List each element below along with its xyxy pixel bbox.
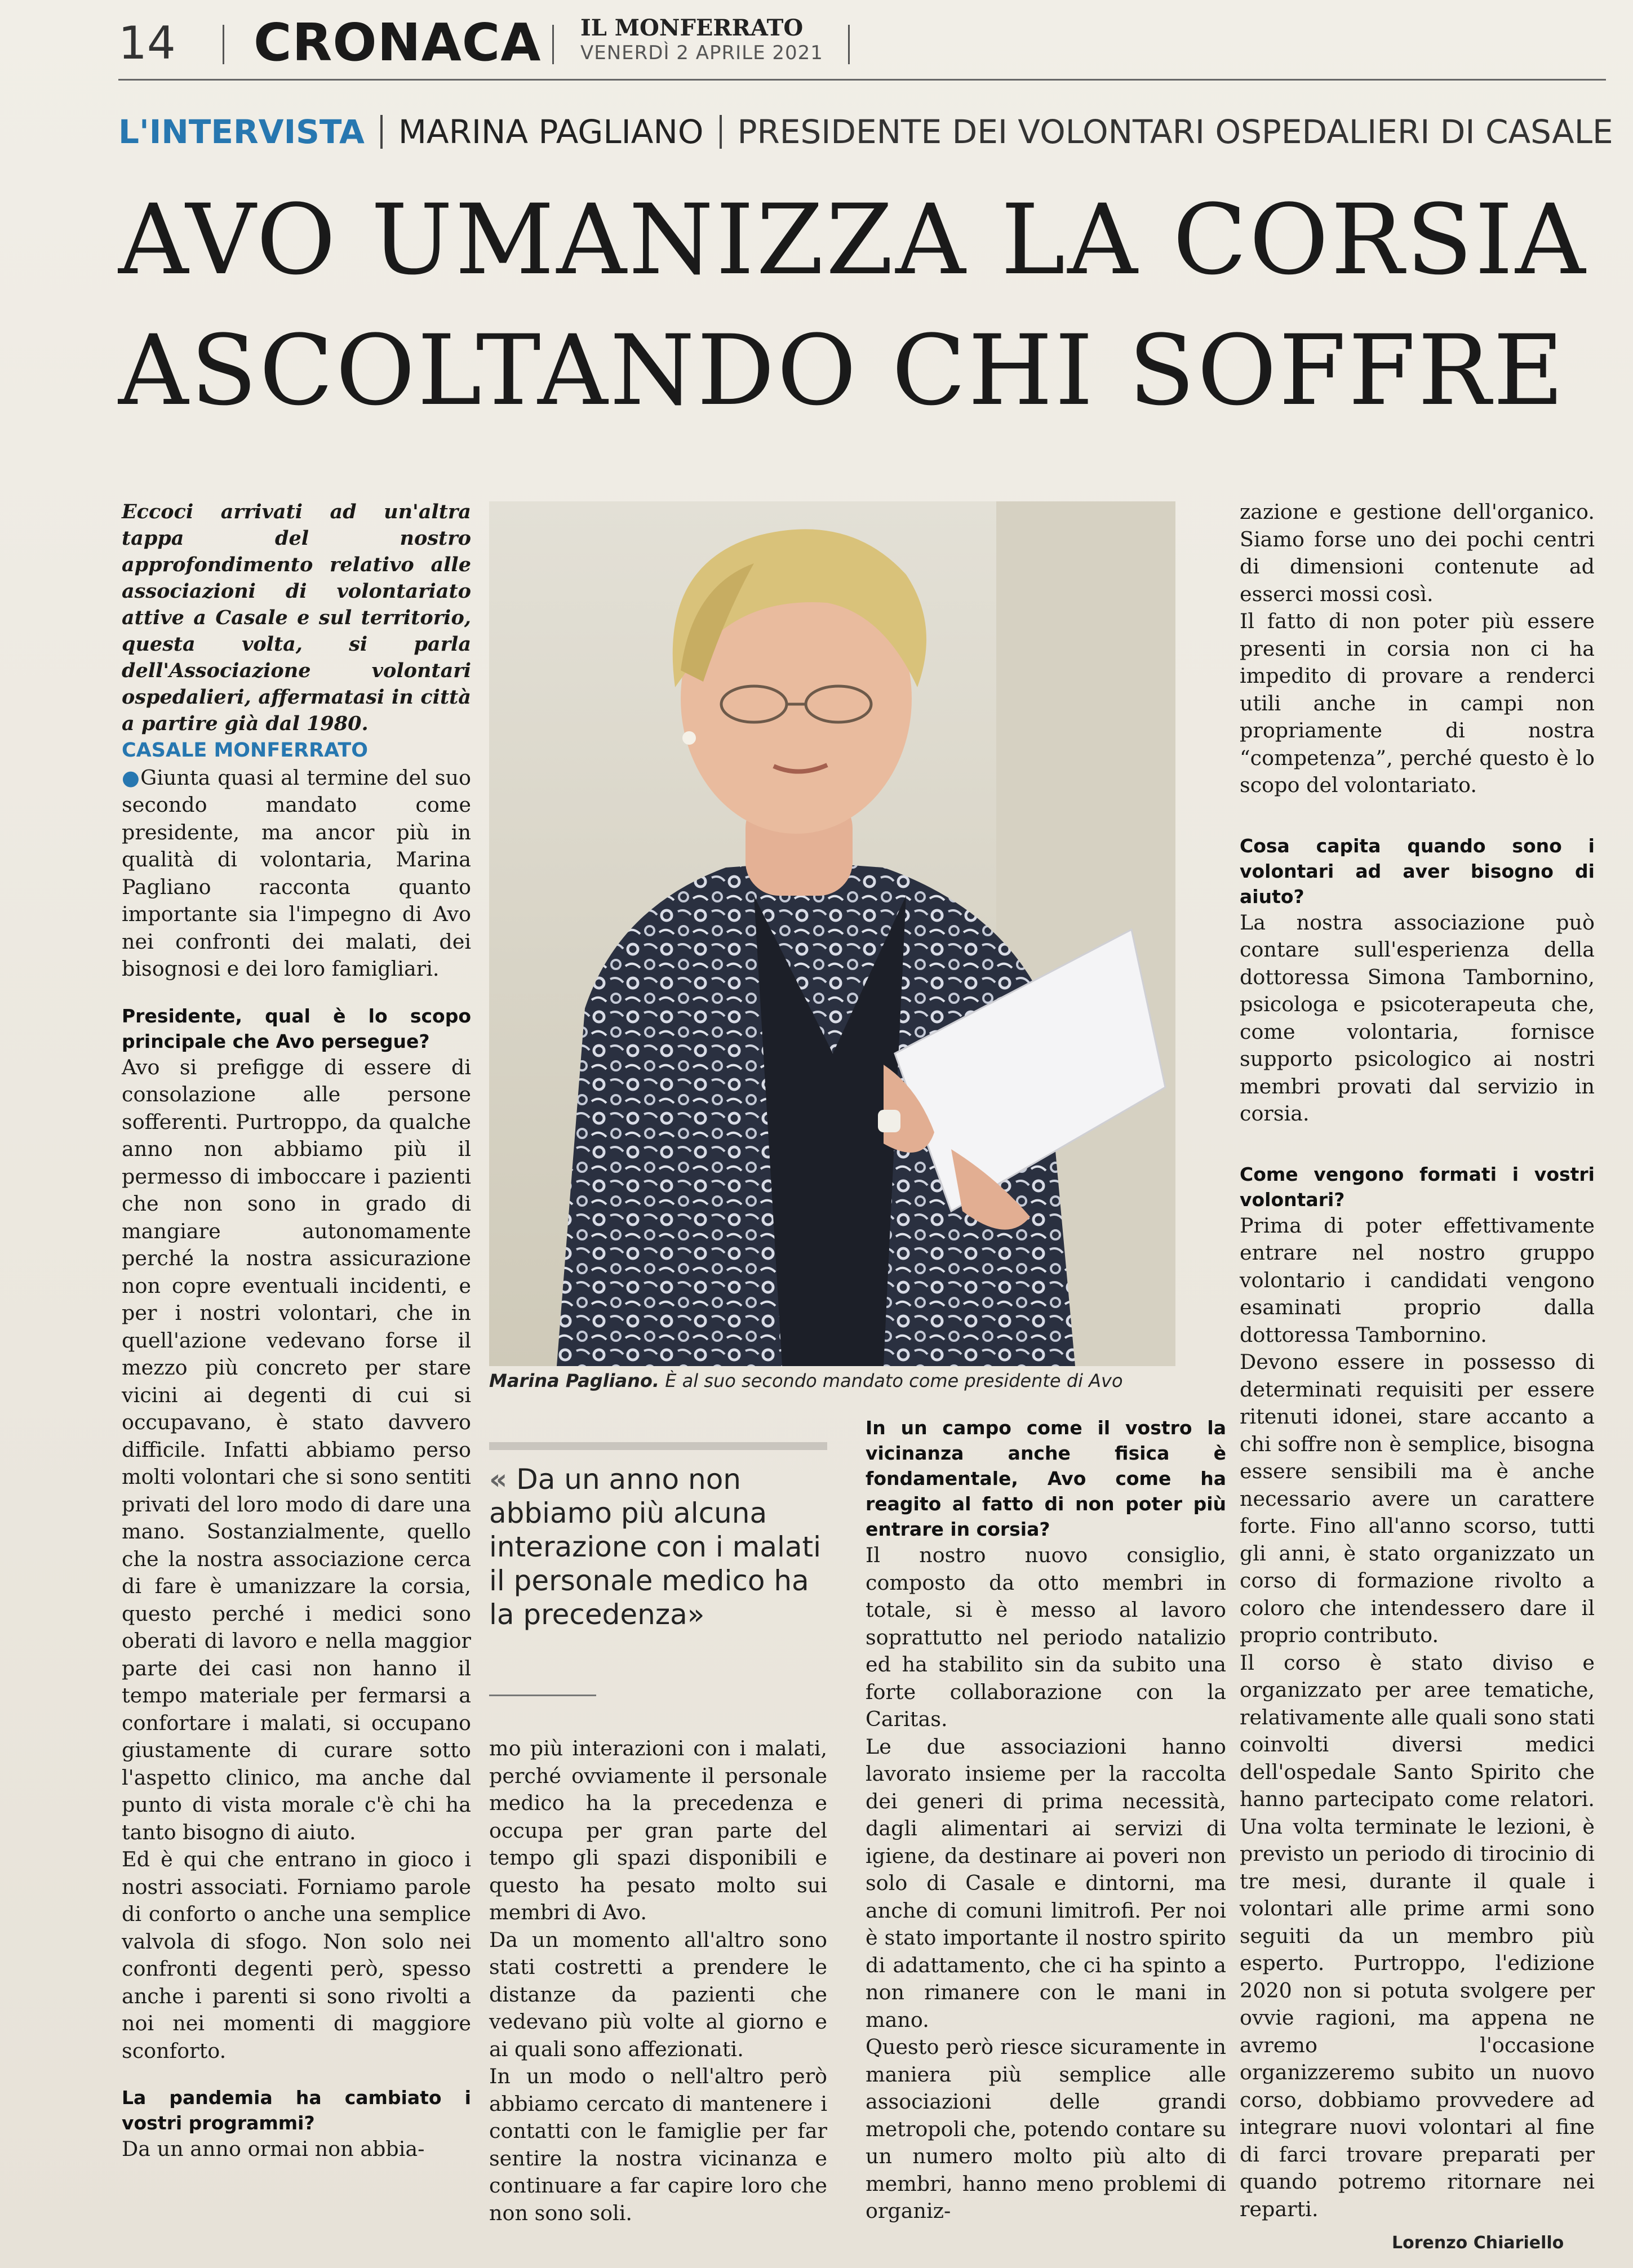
intro-paragraph: ●Giunta quasi al termine del suo secondo mandato come presidente, ma ancor più in qualità di volontaria, Marina Pagliano racconta quanto importante sia l'impegno di Avo nei confronti dei malati, dei bisognosi e dei loro famigliari.: [122, 765, 471, 981]
body-paragraph: Le due associazioni hanno lavorato insieme per la raccolta dei generi di prima necessità, dagli alimentari ai servizi di igiene, da destinare ai poveri non solo di Casale e dintorni, ma anche di comuni limitrofi. Per noi è stato importante il nostro spirito di adattamento, che ci ha spinto a non rimanere con le mani in mano.: [866, 1734, 1226, 2032]
lead-paragraph: Eccoci arrivati ad un'altra tappa del nostro approfondimento relativo alle associazioni di volontariato attive a Casale e sul territorio, questa volta, si parla dell'Associazione volontari ospedalieri, affermatasi in città a partire già dal 1980.: [122, 500, 471, 735]
body-paragraph: mo più interazioni con i malati, perché ovviamente il personale medico ha la precedenza e occupa per gran parte del tempo gli spazi disponibili e questo ha pesato molto sui membri di Avo.: [489, 1736, 827, 1924]
article-column-2: [489, 1735, 827, 2227]
answer-paragraph: La nostra associazione può contare sull'esperienza della dottoressa Simona Tambornino, psicologa e psicoterapeuta che, come volontaria, fornisce supporto psicologico ai nostri membri provati dal servizio in corsia.: [1240, 910, 1595, 1126]
header-rule: [118, 79, 1606, 81]
headline-line: ASCOLTANDO CHI SOFFRE: [118, 314, 1567, 427]
header-divider: [552, 25, 554, 64]
headline: [118, 175, 1606, 436]
body-paragraph: Questo però riesce sicuramente in maniera più semplice alle associazioni delle grandi metropoli che, potendo contare su un numero molto più alto di membri, hanno meno problemi di organiz-: [866, 2035, 1226, 2223]
publication-name: IL MONFERRATO: [580, 15, 804, 41]
answer-paragraph: Prima di poter effettivamente entrare nel nostro gruppo volontario i candidati vengono esaminati proprio dalla dottoressa Tambornino.: [1240, 1213, 1595, 1347]
pull-quote-rule: [489, 1695, 596, 1696]
byline: Lorenzo Chiariello: [1392, 2233, 1564, 2253]
bullet-icon: ●: [122, 765, 141, 790]
answer-paragraph: Il corso è stato diviso e organizzato per aree tematiche, relativamente alle quali sono stati coinvolti diversi medici dell'ospedale Santo Spirito che hanno partecipato come relatori. Una volta terminate le lezioni, è previsto un periodo di tirocinio di tre mesi, durante il quale i volontari alle prime armi sono seguiti da un membro più esperto. Purtroppo, l'edizione 2020 non si potuta svolgere per ovvie ragioni, ma appena ne avremo l'occasione organizzeremo subito un nuovo corso, dobbiamo provvedere ad integrare nuovi volontari al fine di farci trovare preparati per quando potremo ritornare nei reparti.: [1240, 1650, 1595, 2221]
body-paragraph: Il fatto di non poter più essere presenti in corsia non ci ha impedito di provare a renderci utili anche in campi non propriamente di nostra “competenza”, perché questo è lo scopo del volontariato.: [1240, 609, 1595, 797]
answer-paragraph: Da un anno ormai non abbia-: [122, 2137, 425, 2161]
body-paragraph: zazione e gestione dell'organico. Siamo forse uno dei pochi centri di dimensioni contenute ad esserci mossi così.: [1240, 500, 1595, 606]
body-paragraph: In un modo o nell'altro però abbiamo cercato di mantenere i contatti con le famiglie per far sentire la nostra vicinanza e continuare a far capire loro che non sono soli.: [489, 2064, 827, 2225]
caption-name: Marina Pagliano.: [489, 1370, 660, 1391]
header-divider: [848, 25, 850, 64]
answer-paragraph: Devono essere in possesso di determinati requisiti per essere ritenuti idonei, stare accanto a chi soffre non è semplice, bisogna essere sensibili ma è anche necessario avere un carattere forte. Fino all'anno scorso, tutti gli anni, è stato organizzato un corso di formazione rivolto a coloro che intendessero dare il proprio contributo.: [1240, 1350, 1595, 1647]
question: Presidente, qual è lo scopo principale che Avo persegue?: [122, 1004, 471, 1052]
headline-line: AVO UMANIZZA LA CORSIA: [118, 183, 1588, 296]
photo-illustration: [489, 501, 1175, 1366]
kicker-role: PRESIDENTE DEI VOLONTARI OSPEDALIERI DI CASALE: [737, 113, 1613, 151]
kicker-label: L'INTERVISTA: [118, 113, 365, 151]
dateline: CASALE MONFERRATO: [122, 739, 369, 762]
kicker-divider: [720, 115, 722, 149]
kicker: [118, 113, 1613, 158]
question: In un campo come il vostro la vicinanza anche fisica è fondamentale, Avo come ha reagito al fatto di non poter più entrare in corsia?: [866, 1417, 1226, 1540]
body-paragraph: Da un momento all'altro sono stati costretti a prendere le distanze da pazienti che vedevano più volte al giorno e ai quali sono affezionati.: [489, 1927, 827, 2061]
kicker-name: MARINA PAGLIANO: [398, 113, 704, 151]
running-header: [118, 12, 1583, 74]
answer-paragraph: Avo si prefigge di essere di consolazione alle persone sofferenti. Purtroppo, da qualche anno non abbiamo più il permesso di imboccare i pazienti che non sono in grado di mangiare autonomamente perché la nostra assicurazione non copre eventuali incidenti, e per i nostri volontari, che in quell'azione vedevano forse il mezzo più concreto per stare vicini ai degenti di cui si occupavano, è stato davvero difficile. Infatti abbiamo perso molti volontari che si sono sentiti privati del loro modo di dare una mano. Sostanzialmente, quello che la nostra associazione cerca di fare è umanizzare la corsia, questo perché i medici sono oberati di lavoro e nella maggior parte dei casi non hanno il tempo materiale per fermarsi a confortare i malati, si occupano giustamente di curare sotto l'aspetto clinico, ma anche dal punto di vista morale c'è chi ha tanto bisogno di aiuto.: [122, 1055, 471, 1844]
photo-caption: [489, 1370, 1175, 1391]
article-column-3: [866, 1415, 1226, 2225]
question: La pandemia ha cambiato i vostri programmi?: [122, 2087, 471, 2134]
header-divider: [223, 25, 224, 64]
pull-quote-text: Da un anno non abbiamo più alcuna interazione con i malati il personale medico ha la precedenza»: [489, 1463, 822, 1631]
page-number: 14: [118, 17, 176, 69]
portrait-photo: [489, 501, 1175, 1366]
article-column-4: [1240, 499, 1595, 2223]
body-paragraph: Il nostro nuovo consiglio, composto da otto membri in totale, si è messo al lavoro soprattutto nel periodo natalizio ed ha stabilito sin da subito una forte collaborazione con la Caritas.: [866, 1543, 1226, 1731]
caption-text: È al suo secondo mandato come presidente di Avo: [665, 1370, 1123, 1391]
quote-mark: «: [489, 1463, 508, 1496]
answer-paragraph: Ed è qui che entrano in gioco i nostri associati. Forniamo parole di conforto o anche una semplice valvola di sfogo. Non solo nei confronti degenti però, spesso anche i parenti si sono rivolti a noi nei momenti di maggiore sconforto.: [122, 1847, 471, 2063]
publication-date: VENERDÌ 2 APRILE 2021: [580, 42, 823, 64]
article-column-1: [122, 499, 471, 2163]
section-title: CRONACA: [254, 12, 542, 73]
question: Cosa capita quando sono i volontari ad aver bisogno di aiuto?: [1240, 834, 1595, 908]
question: Come vengono formati i vostri volontari?: [1240, 1163, 1595, 1211]
kicker-divider: [380, 115, 383, 149]
pull-quote: [489, 1442, 827, 1631]
